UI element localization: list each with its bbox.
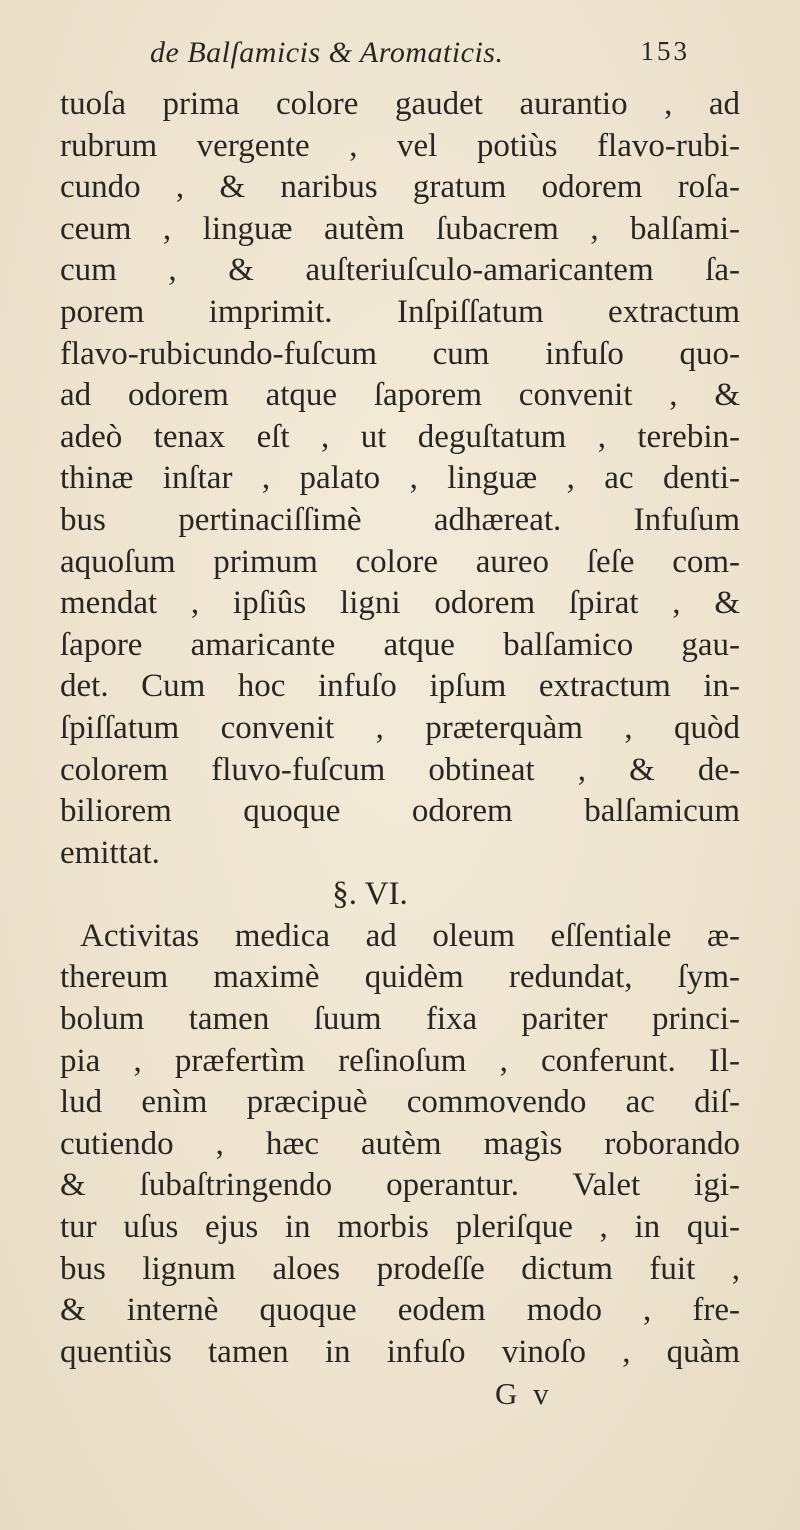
text-line: adeò tenax eſt , ut deguſtatum , terebin-: [60, 418, 740, 455]
text-line: & internè quoque eodem modo , fre-: [60, 1292, 740, 1329]
text-line: biliorem quoque odorem balſamicum: [60, 793, 740, 830]
text-line: & ſubaſtringendo operantur. Valet igi-: [60, 1167, 740, 1204]
signature-mark: G v: [495, 1375, 553, 1411]
running-head: [150, 36, 690, 76]
text-line: cum , & auſteriuſculo-amaricantem ſa-: [60, 252, 740, 289]
text-line: tur uſus ejus in morbis pleriſque , in qui-: [60, 1209, 740, 1246]
text-line: flavo-rubicundo-fuſcum cum infuſo quo-: [60, 335, 740, 372]
text-line: bus lignum aloes prodeſſe dictum fuit ,: [60, 1250, 740, 1287]
text-line: ad odorem atque ſaporem convenit , &: [60, 377, 740, 414]
text-line: quentiùs tamen in infuſo vinoſo , quàm: [60, 1333, 740, 1370]
text-line: tuoſa prima colore gaudet aurantio , ad: [60, 86, 740, 122]
text-line: det. Cum hoc infuſo ipſum extractum in-: [60, 668, 740, 705]
section-heading: §. VI.: [332, 876, 408, 913]
text-line: cundo , & naribus gratum odorem roſa-: [60, 169, 740, 206]
text-line: ſpiſſatum convenit , præterquàm , quòd: [60, 709, 740, 746]
text-line: bus pertinaciſſimè adhæreat. Infuſum: [60, 501, 740, 538]
text-line: lud enìm præcipuè commovendo ac diſ-: [60, 1084, 740, 1121]
text-line: pia , præfertìm reſinoſum , conferunt. Il-: [60, 1042, 740, 1079]
text-line: porem imprimit. Inſpiſſatum extractum: [60, 293, 740, 330]
text-line: bolum tamen ſuum fixa pariter princi-: [60, 1001, 740, 1038]
text-line: mendat , ipſiûs ligni odorem ſpirat , &: [60, 585, 740, 622]
text-line: ſapore amaricante atque balſamico gau-: [60, 626, 740, 663]
page-number: 153: [640, 36, 690, 66]
text-line: Activitas medica ad oleum eſſentiale æ-: [80, 917, 740, 954]
text-line: emittat.: [60, 834, 160, 871]
text-line: thinæ inſtar , palato , linguæ , ac denti-: [60, 460, 740, 497]
text-line: colorem fluvo-fuſcum obtineat , & de-: [60, 751, 740, 788]
text-line: ceum , linguæ autèm ſubacrem , balſami-: [60, 210, 740, 247]
text-line: rubrum vergente , vel potiùs flavo-rubi-: [60, 127, 740, 164]
running-head-title: de Balſamicis & Aromaticis.: [150, 36, 504, 69]
text-line: aquoſum primum colore aureo ſeſe com-: [60, 543, 740, 580]
body-text: [60, 84, 740, 1373]
text-line: cutiendo , hæc autèm magìs roborando: [60, 1125, 740, 1162]
text-line: thereum maximè quidèm redundat, ſym-: [60, 959, 740, 996]
